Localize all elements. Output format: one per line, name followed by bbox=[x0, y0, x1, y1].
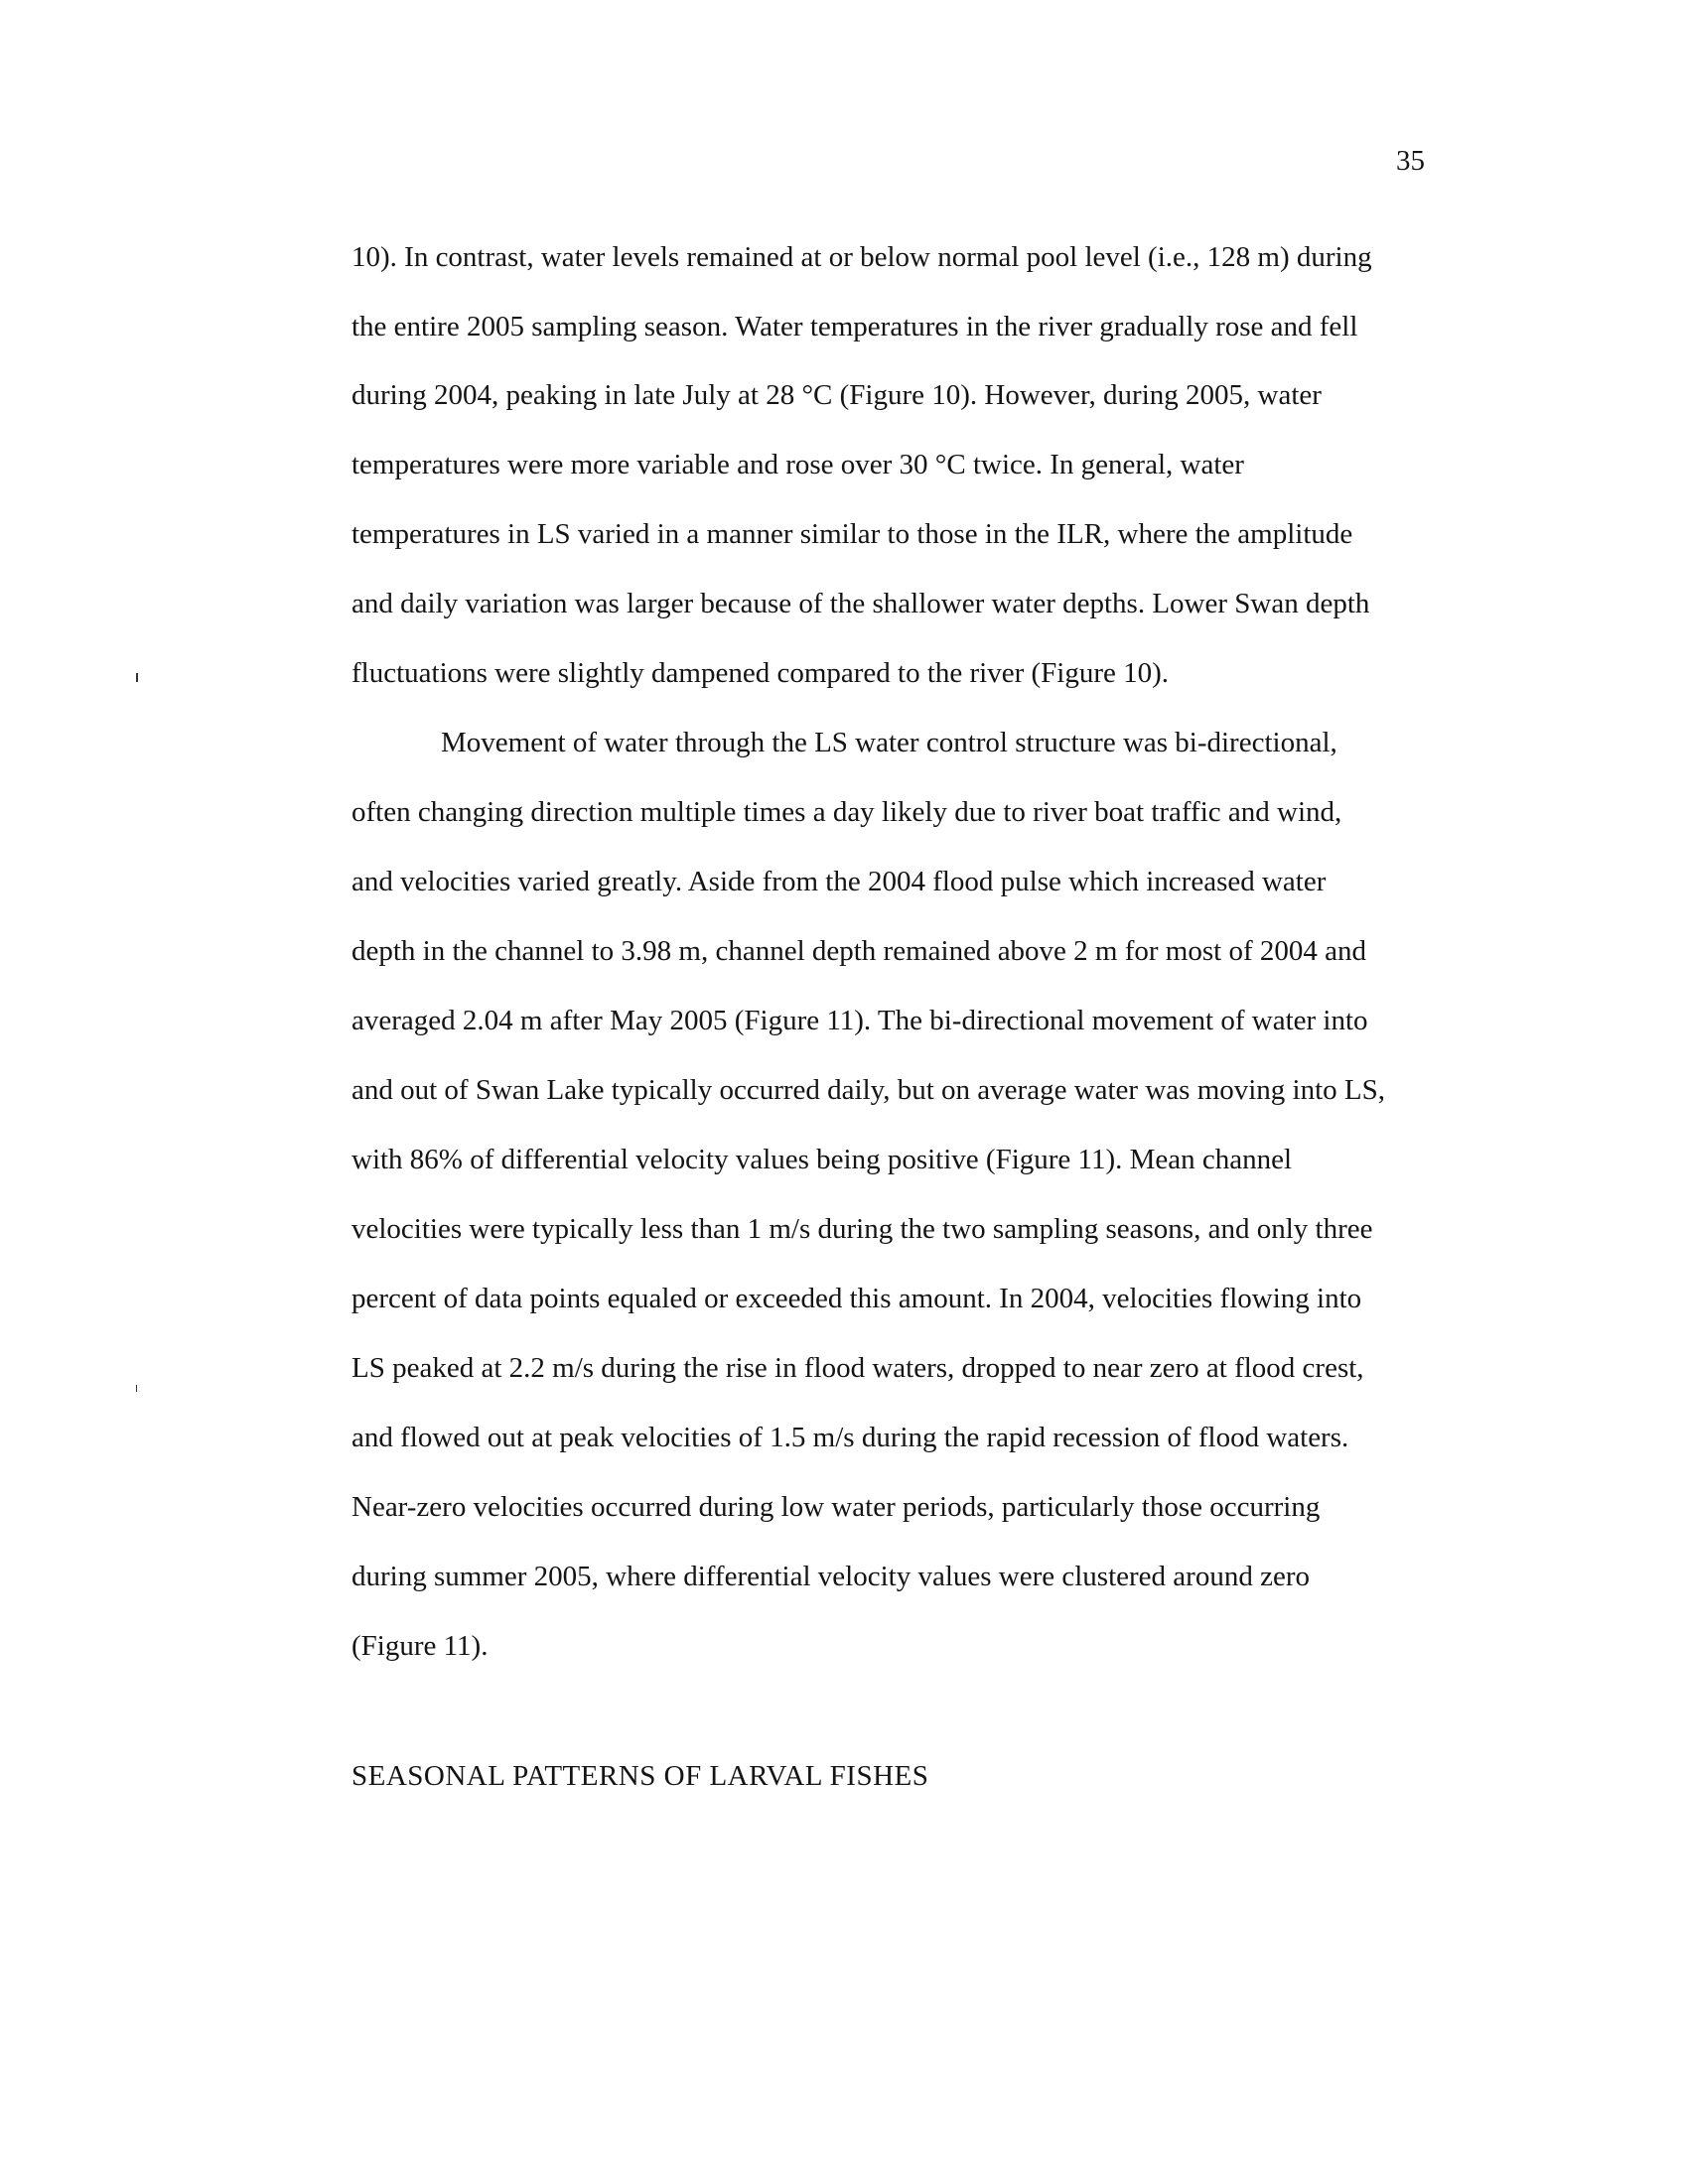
text-line: percent of data points equaled or exceeded this amount. In 2004, velocities flowing into bbox=[351, 1283, 1362, 1314]
text-line: often changing direction multiple times a day likely due to river boat traffic and wind, bbox=[351, 796, 1342, 828]
text-line: with 86% of differential velocity values being positive (Figure 11). Mean channel bbox=[351, 1144, 1293, 1175]
text-line: LS peaked at 2.2 m/s during the rise in flood waters, dropped to near zero at flood crest, bbox=[351, 1352, 1364, 1384]
text-line: the entire 2005 sampling season. Water temperatures in the river gradually rose and fell bbox=[351, 311, 1358, 342]
text-line: 10). In contrast, water levels remained at or below normal pool level (i.e., 128 m) during bbox=[351, 241, 1372, 273]
text-line: and flowed out at peak velocities of 1.5 m/s during the rapid recession of flood waters. bbox=[351, 1422, 1349, 1453]
margin-mark bbox=[136, 1385, 137, 1392]
text-line: Movement of water through the LS water control structure was bi-directional, bbox=[441, 727, 1337, 758]
text-line: and daily variation was larger because of the shallower water depths. Lower Swan depth bbox=[351, 588, 1370, 619]
text-line: temperatures were more variable and rose over 30 °C twice. In general, water bbox=[351, 449, 1244, 480]
text-line: and velocities varied greatly. Aside from the 2004 flood pulse which increased water bbox=[351, 866, 1327, 897]
section-heading: SEASONAL PATTERNS OF LARVAL FISHES bbox=[351, 1760, 929, 1792]
text-line: (Figure 11). bbox=[351, 1630, 489, 1662]
page-number: 35 bbox=[1396, 145, 1425, 177]
text-line: velocities were typically less than 1 m/s during the two sampling seasons, and only three bbox=[351, 1213, 1373, 1245]
text-line: Near-zero velocities occurred during low water periods, particularly those occurring bbox=[351, 1491, 1321, 1523]
text-line: fluctuations were slightly dampened compared to the river (Figure 10). bbox=[351, 657, 1170, 689]
text-line: during summer 2005, where differential velocity values were clustered around zero bbox=[351, 1561, 1310, 1592]
text-line: averaged 2.04 m after May 2005 (Figure 11). The bi-directional movement of water into bbox=[351, 1005, 1368, 1036]
text-line: depth in the channel to 3.98 m, channel depth remained above 2 m for most of 2004 and bbox=[351, 935, 1366, 967]
text-line: and out of Swan Lake typically occurred daily, but on average water was moving into LS, bbox=[351, 1074, 1386, 1106]
text-line: temperatures in LS varied in a manner similar to those in the ILR, where the amplitude bbox=[351, 518, 1353, 550]
margin-mark bbox=[136, 673, 138, 682]
text-line: during 2004, peaking in late July at 28 °C (Figure 10). However, during 2005, water bbox=[351, 379, 1322, 411]
